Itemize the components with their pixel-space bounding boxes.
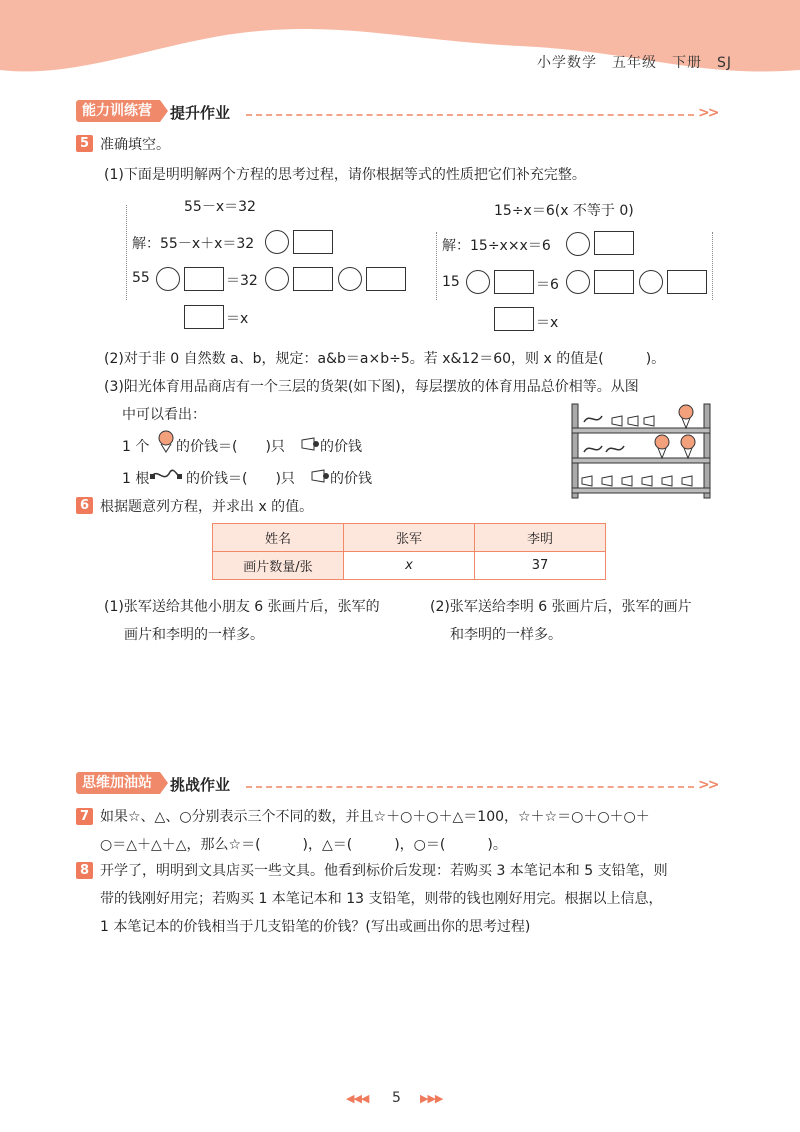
question-number-8: 8 xyxy=(76,862,93,879)
prev-triangles-icon: ◀◀◀ xyxy=(346,1092,369,1105)
eq1-answer-box-3[interactable] xyxy=(293,267,333,291)
q5-part3-line2: 中可以看出： xyxy=(122,407,206,423)
table-row-label: 画片数量/张 xyxy=(213,552,344,580)
q8-line1: 开学了，明明到文具店买一些文具。他看到标价后发现：若购买 3 本笔记本和 5 支铅笔，则 xyxy=(100,863,668,879)
section-tag-ability: 能力训练营 xyxy=(76,100,160,122)
eq2-operator-circle-3[interactable] xyxy=(566,270,590,294)
q5-part3-line4-a: 1 根 xyxy=(122,471,150,487)
q6-sub1-line2: 画片和李明的一样多。 xyxy=(124,627,264,643)
q6-sub2-line1: (2)张军送给李明 6 张画片后，张军的画片 xyxy=(430,599,692,615)
q8-line3: 1 本笔记本的价钱相当于几支铅笔的价钱？(写出或画出你的思考过程) xyxy=(100,919,531,935)
table-cell: x xyxy=(344,552,475,580)
eq2-operator-circle-4[interactable] xyxy=(639,270,663,294)
shuttlecock-icon xyxy=(300,436,320,452)
eq2-answer-box-1[interactable] xyxy=(594,231,634,255)
three-tier-shelf-illustration xyxy=(566,400,716,500)
table-cell: 37 xyxy=(475,552,606,580)
eq2-operator-circle-2[interactable] xyxy=(466,270,490,294)
eq2-line3-end: ＝6 xyxy=(536,277,559,293)
eq1-operator-circle-1[interactable] xyxy=(265,230,289,254)
eq1-operator-circle-4[interactable] xyxy=(338,267,362,291)
section-divider-line xyxy=(246,114,694,116)
eq1-operator-circle-2[interactable] xyxy=(156,267,180,291)
eq2-answer-box-4[interactable] xyxy=(667,270,707,294)
eq1-line3-end: ＝32 xyxy=(226,273,258,289)
eq2-answer-box-2[interactable] xyxy=(494,270,534,294)
eq2-line3-start: 15 xyxy=(442,274,460,290)
eq2-answer-box-5[interactable] xyxy=(494,307,534,331)
next-triangles-icon: ▶▶▶ xyxy=(420,1092,443,1105)
eq1-line1: 55－x＝32 xyxy=(184,199,256,215)
q5-part3-line4-c: 的价钱 xyxy=(330,471,372,487)
q5-part3-line3-a: 1 个 xyxy=(122,439,150,455)
q5-part1-intro: (1)下面是明明解两个方程的思考过程，请你根据等式的性质把它们补充完整。 xyxy=(104,167,586,183)
q6-data-table xyxy=(212,523,606,580)
eq2-line1: 15÷x＝6(x 不等于 0) xyxy=(494,203,634,219)
double-chevron-right-icon: >> xyxy=(698,777,718,793)
q6-sub1-line1: (1)张军送给其他小朋友 6 张画片后，张军的 xyxy=(104,599,380,615)
eq2-answer-box-3[interactable] xyxy=(594,270,634,294)
section-subtitle-improve: 提升作业 xyxy=(170,104,231,122)
section-divider-line xyxy=(246,786,694,788)
eq1-line2: 解：55－x＋x＝32 xyxy=(132,236,255,252)
eq2-dotted-bracket-right xyxy=(712,232,713,300)
q5-part3-line3-b: 的价钱＝( )只 xyxy=(176,439,285,455)
table-header-cell: 姓名 xyxy=(213,524,344,552)
double-chevron-right-icon: >> xyxy=(698,105,718,121)
table-header-cell: 张军 xyxy=(344,524,475,552)
eq1-answer-box-4[interactable] xyxy=(366,267,406,291)
subject-header: 小学数学 五年级 下册 SJ xyxy=(536,55,732,71)
question-number-5: 5 xyxy=(76,135,93,152)
eq2-line2: 解：15÷x×x＝6 xyxy=(442,238,551,254)
q5-part3-line1: (3)阳光体育用品商店有一个三层的货架(如下图)，每层摆放的体育用品总价相等。从图 xyxy=(104,379,639,395)
q8-line2: 带的钱刚好用完；若购买 1 本笔记本和 13 支铅笔，则带的钱也刚好用完。根据以上信息， xyxy=(100,891,663,907)
eq1-answer-box-1[interactable] xyxy=(293,230,333,254)
eq2-dotted-bracket xyxy=(436,232,437,300)
eq1-line4: ＝x xyxy=(226,311,249,327)
eq1-line3-start: 55 xyxy=(132,270,150,286)
eq1-answer-box-2[interactable] xyxy=(184,267,224,291)
shuttlecock-icon xyxy=(310,468,330,484)
q5-part2: (2)对于非 0 自然数 a、b，规定：a&b＝a×b÷5。若 x&12＝60，则 x 的值是( )。 xyxy=(104,351,666,367)
question-number-6: 6 xyxy=(76,497,93,514)
eq1-answer-box-5[interactable] xyxy=(184,305,224,329)
basketball-icon xyxy=(156,430,176,454)
q6-sub2-line2: 和李明的一样多。 xyxy=(450,627,562,643)
header-wave-band xyxy=(0,0,800,90)
section-tag-thinking: 思维加油站 xyxy=(76,772,160,794)
jump-rope-icon xyxy=(150,466,182,486)
page-number: 5 xyxy=(392,1090,401,1106)
q7-line2: ○＝△＋△＋△，那么☆＝( )，△＝( )，○＝( )。 xyxy=(100,837,507,853)
question-number-7: 7 xyxy=(76,808,93,825)
eq2-line4: ＝x xyxy=(536,315,559,331)
q5-part3-line4-b: 的价钱＝( )只 xyxy=(186,471,295,487)
q6-title: 根据题意列方程，并求出 x 的值。 xyxy=(100,499,314,515)
eq2-operator-circle-1[interactable] xyxy=(566,232,590,256)
table-header-cell: 李明 xyxy=(475,524,606,552)
section-subtitle-challenge: 挑战作业 xyxy=(170,776,231,794)
q5-part3-line3-c: 的价钱 xyxy=(320,439,362,455)
eq1-dotted-bracket xyxy=(126,205,127,300)
q5-title: 准确填空。 xyxy=(100,137,170,153)
eq1-operator-circle-3[interactable] xyxy=(265,267,289,291)
q7-line1: 如果☆、△、○分别表示三个不同的数，并且☆＋○＋○＋△＝100，☆＋☆＝○＋○＋○＋ xyxy=(100,809,650,825)
